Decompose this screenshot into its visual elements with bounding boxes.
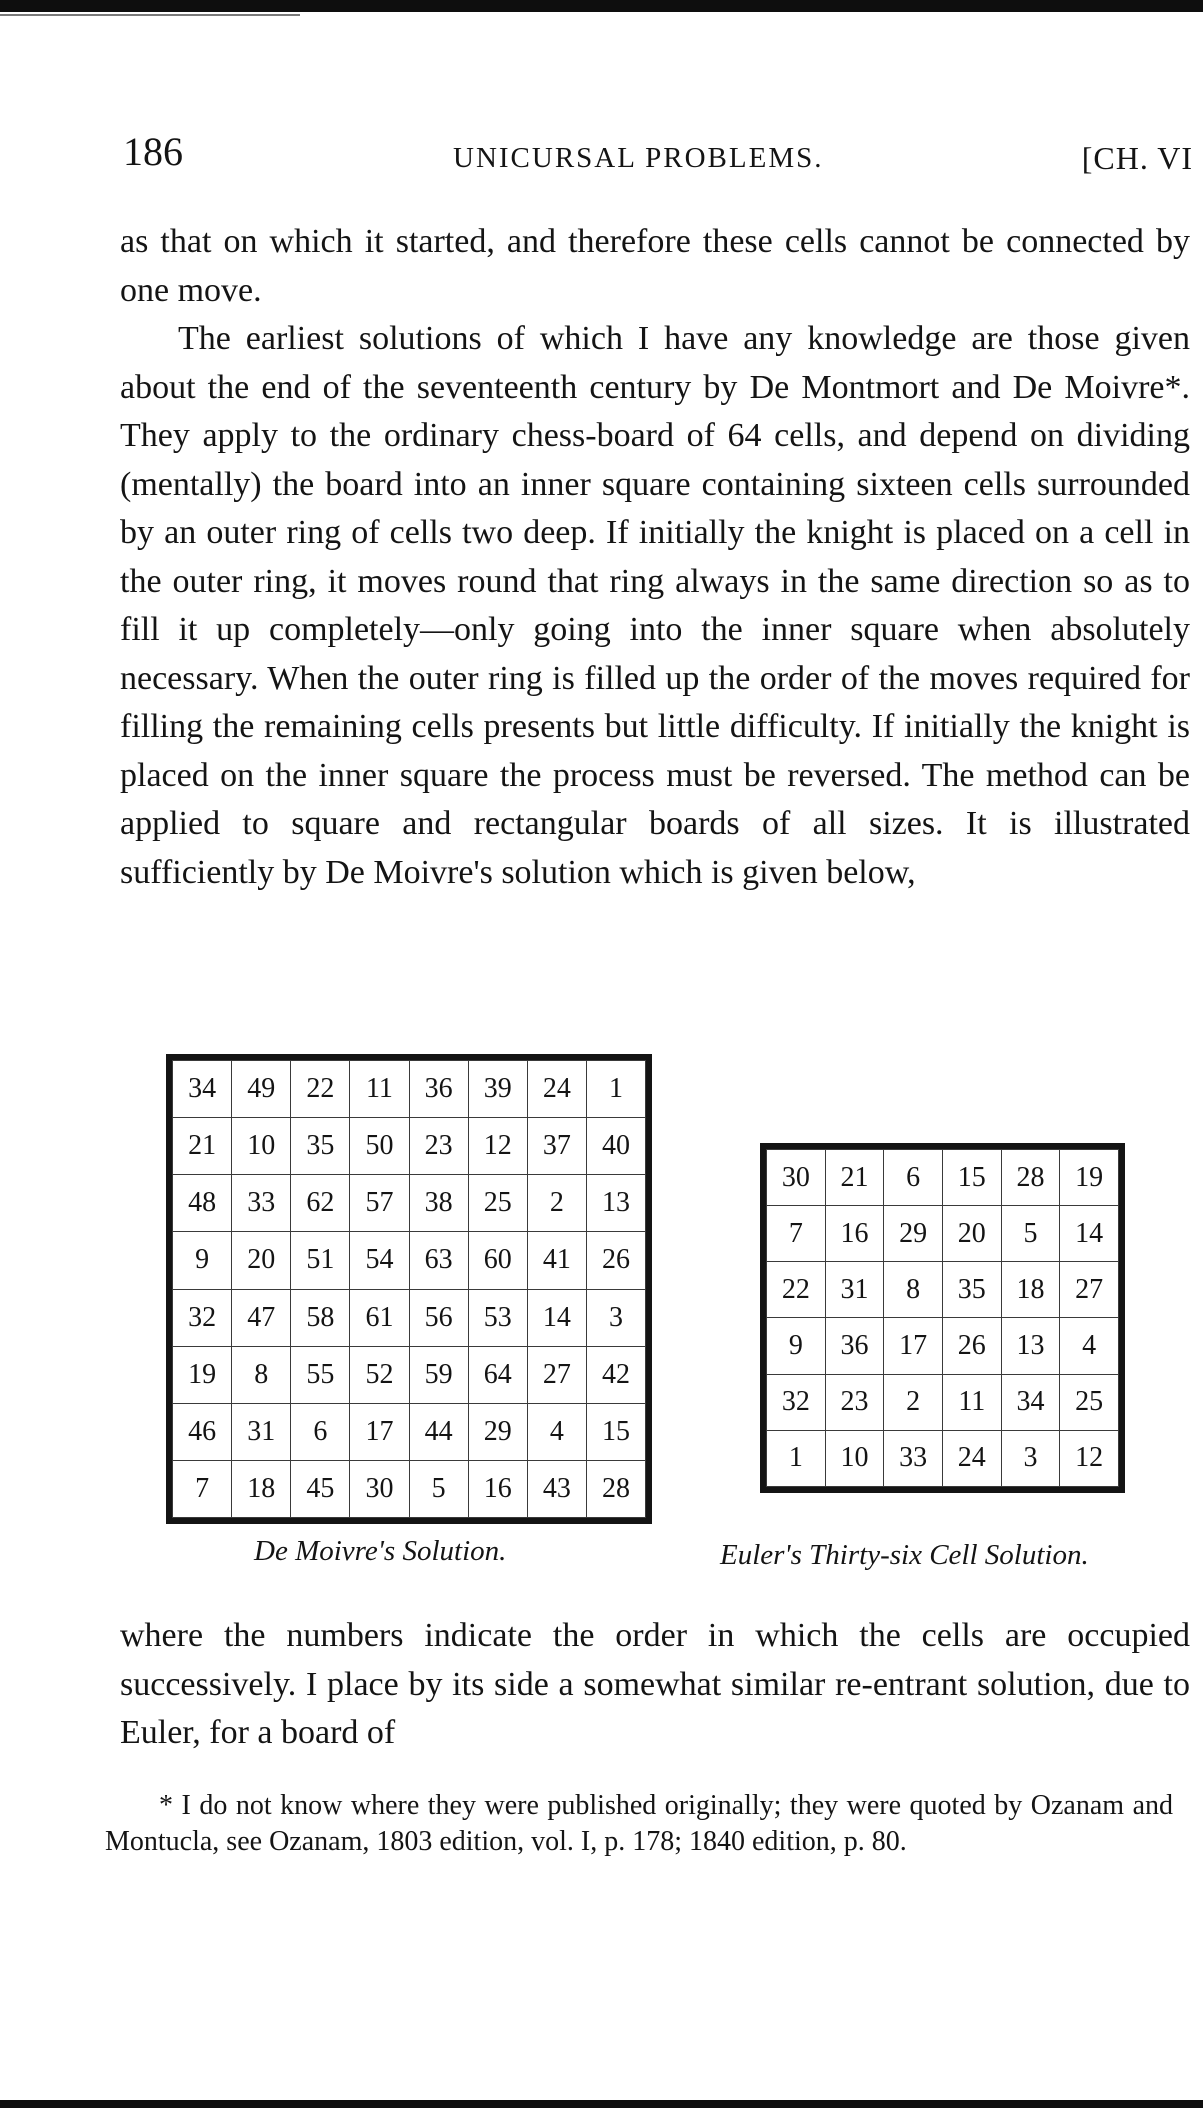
moivre-cell: 50	[350, 1118, 409, 1175]
moivre-cell: 2	[527, 1175, 586, 1232]
euler-cell: 23	[825, 1374, 884, 1430]
moivre-cell: 8	[232, 1346, 291, 1403]
euler-cell: 4	[1060, 1318, 1119, 1374]
euler-cell: 35	[942, 1262, 1001, 1318]
moivre-cell: 43	[527, 1460, 586, 1517]
euler-cell: 12	[1060, 1430, 1119, 1486]
moivre-cell: 9	[173, 1232, 232, 1289]
moivre-cell: 5	[409, 1460, 468, 1517]
page-header	[123, 128, 1193, 178]
moivre-cell: 10	[232, 1118, 291, 1175]
euler-cell: 25	[1060, 1374, 1119, 1430]
euler-cell: 3	[1001, 1430, 1060, 1486]
moivre-cell: 25	[468, 1175, 527, 1232]
de-moivre-grid	[172, 1060, 646, 1518]
moivre-cell: 55	[291, 1346, 350, 1403]
moivre-cell: 62	[291, 1175, 350, 1232]
euler-caption: Euler's Thirty-six Cell Solution.	[720, 1539, 1089, 1571]
moivre-cell: 18	[232, 1460, 291, 1517]
euler-cell: 2	[884, 1374, 943, 1430]
moivre-cell: 27	[527, 1346, 586, 1403]
euler-cell: 5	[1001, 1206, 1060, 1262]
euler-cell: 8	[884, 1262, 943, 1318]
euler-cell: 30	[767, 1150, 826, 1206]
de-moivre-caption: De Moivre's Solution.	[254, 1535, 507, 1567]
moivre-cell: 6	[291, 1403, 350, 1460]
moivre-cell: 26	[586, 1232, 645, 1289]
footnote: * I do not know where they were published originally; they were quoted by Ozanam and Montucla, see Ozanam, 1803 edition, vol. I, p. 178; 1840 edition, p. 80.	[105, 1790, 1173, 1857]
moivre-cell: 51	[291, 1232, 350, 1289]
euler-solution-table	[760, 1143, 1125, 1493]
euler-row	[767, 1262, 1119, 1318]
moivre-cell: 37	[527, 1118, 586, 1175]
moivre-cell: 33	[232, 1175, 291, 1232]
moivre-cell: 35	[291, 1118, 350, 1175]
moivre-cell: 29	[468, 1403, 527, 1460]
de-moivre-solution-table	[166, 1054, 652, 1524]
euler-cell: 28	[1001, 1150, 1060, 1206]
euler-row	[767, 1318, 1119, 1374]
euler-cell: 15	[942, 1150, 1001, 1206]
moivre-cell: 41	[527, 1232, 586, 1289]
moivre-row	[173, 1118, 646, 1175]
euler-cell: 31	[825, 1262, 884, 1318]
moivre-cell: 14	[527, 1289, 586, 1346]
moivre-cell: 40	[586, 1118, 645, 1175]
moivre-cell: 63	[409, 1232, 468, 1289]
euler-cell: 7	[767, 1206, 826, 1262]
moivre-cell: 17	[350, 1403, 409, 1460]
moivre-cell: 49	[232, 1061, 291, 1118]
moivre-cell: 13	[586, 1175, 645, 1232]
moivre-cell: 4	[527, 1403, 586, 1460]
moivre-cell: 36	[409, 1061, 468, 1118]
euler-row	[767, 1206, 1119, 1262]
moivre-cell: 3	[586, 1289, 645, 1346]
moivre-cell: 61	[350, 1289, 409, 1346]
moivre-cell: 45	[291, 1460, 350, 1517]
moivre-cell: 57	[350, 1175, 409, 1232]
moivre-cell: 31	[232, 1403, 291, 1460]
moivre-cell: 52	[350, 1346, 409, 1403]
running-title: UNICURSAL PROBLEMS.	[453, 142, 824, 174]
euler-grid	[766, 1149, 1119, 1487]
moivre-row	[173, 1346, 646, 1403]
moivre-cell: 48	[173, 1175, 232, 1232]
euler-cell: 10	[825, 1430, 884, 1486]
moivre-cell: 1	[586, 1061, 645, 1118]
moivre-cell: 7	[173, 1460, 232, 1517]
moivre-cell: 64	[468, 1346, 527, 1403]
moivre-cell: 12	[468, 1118, 527, 1175]
paragraph-earliest-solutions: The earliest solutions of which I have any knowledge are those given about the end of the seventeenth century by De Montmort and De Moivre*. They apply to the ordinary chess-board of 64 cells, and depend on dividing (mentally) the board into an inner square containing sixteen cells surrounded by an outer ring of cells two deep. If initially the knight is placed on a cell in the outer ring, it moves round that ring always in the same direction so as to fill it up completely—only going into the inner square when absolutely necessary. When the outer ring is filled up the order of the moves required for filling the remaining cells presents but little difficulty. If initially the knight is placed on the inner square the process must be reversed. The method can be applied to square and rectangular boards of all sizes. It is illustrated sufficiently by De Moivre's solution which is given below,	[120, 320, 1190, 891]
moivre-cell: 44	[409, 1403, 468, 1460]
paragraph-continuation: as that on which it started, and therefore these cells cannot be connected by one move.	[120, 223, 1190, 309]
euler-cell: 26	[942, 1318, 1001, 1374]
paragraph-numbers-explanation: where the numbers indicate the order in which the cells are occupied successively. I place by its side a somewhat similar re-entrant solution, due to Euler, for a board of	[120, 1617, 1190, 1751]
euler-cell: 21	[825, 1150, 884, 1206]
euler-cell: 14	[1060, 1206, 1119, 1262]
euler-cell: 22	[767, 1262, 826, 1318]
euler-cell: 27	[1060, 1262, 1119, 1318]
moivre-cell: 28	[586, 1460, 645, 1517]
euler-cell: 11	[942, 1374, 1001, 1430]
euler-cell: 16	[825, 1206, 884, 1262]
moivre-row	[173, 1175, 646, 1232]
euler-cell: 17	[884, 1318, 943, 1374]
moivre-cell: 23	[409, 1118, 468, 1175]
moivre-row	[173, 1289, 646, 1346]
chapter-reference: [CH. VI	[1081, 140, 1193, 176]
moivre-cell: 22	[291, 1061, 350, 1118]
moivre-cell: 34	[173, 1061, 232, 1118]
euler-cell: 19	[1060, 1150, 1119, 1206]
moivre-cell: 38	[409, 1175, 468, 1232]
top-thin-rule	[0, 14, 300, 16]
euler-cell: 1	[767, 1430, 826, 1486]
moivre-cell: 58	[291, 1289, 350, 1346]
moivre-row	[173, 1061, 646, 1118]
bottom-border-rule	[0, 2100, 1203, 2108]
moivre-cell: 20	[232, 1232, 291, 1289]
euler-row	[767, 1150, 1119, 1206]
moivre-cell: 21	[173, 1118, 232, 1175]
euler-cell: 33	[884, 1430, 943, 1486]
moivre-row	[173, 1460, 646, 1517]
euler-cell: 34	[1001, 1374, 1060, 1430]
euler-cell: 20	[942, 1206, 1001, 1262]
moivre-cell: 32	[173, 1289, 232, 1346]
euler-cell: 13	[1001, 1318, 1060, 1374]
moivre-cell: 15	[586, 1403, 645, 1460]
moivre-cell: 11	[350, 1061, 409, 1118]
euler-cell: 24	[942, 1430, 1001, 1486]
moivre-cell: 59	[409, 1346, 468, 1403]
euler-cell: 6	[884, 1150, 943, 1206]
page-number: 186	[123, 129, 183, 174]
moivre-cell: 24	[527, 1061, 586, 1118]
moivre-cell: 56	[409, 1289, 468, 1346]
euler-row	[767, 1374, 1119, 1430]
euler-cell: 18	[1001, 1262, 1060, 1318]
euler-cell: 32	[767, 1374, 826, 1430]
euler-cell: 29	[884, 1206, 943, 1262]
moivre-cell: 42	[586, 1346, 645, 1403]
moivre-cell: 54	[350, 1232, 409, 1289]
moivre-cell: 53	[468, 1289, 527, 1346]
moivre-cell: 39	[468, 1061, 527, 1118]
moivre-cell: 47	[232, 1289, 291, 1346]
moivre-cell: 16	[468, 1460, 527, 1517]
moivre-row	[173, 1403, 646, 1460]
euler-cell: 36	[825, 1318, 884, 1374]
top-border-rule	[0, 0, 1203, 12]
moivre-cell: 60	[468, 1232, 527, 1289]
moivre-cell: 46	[173, 1403, 232, 1460]
moivre-cell: 30	[350, 1460, 409, 1517]
moivre-cell: 19	[173, 1346, 232, 1403]
euler-cell: 9	[767, 1318, 826, 1374]
moivre-row	[173, 1232, 646, 1289]
euler-row	[767, 1430, 1119, 1486]
